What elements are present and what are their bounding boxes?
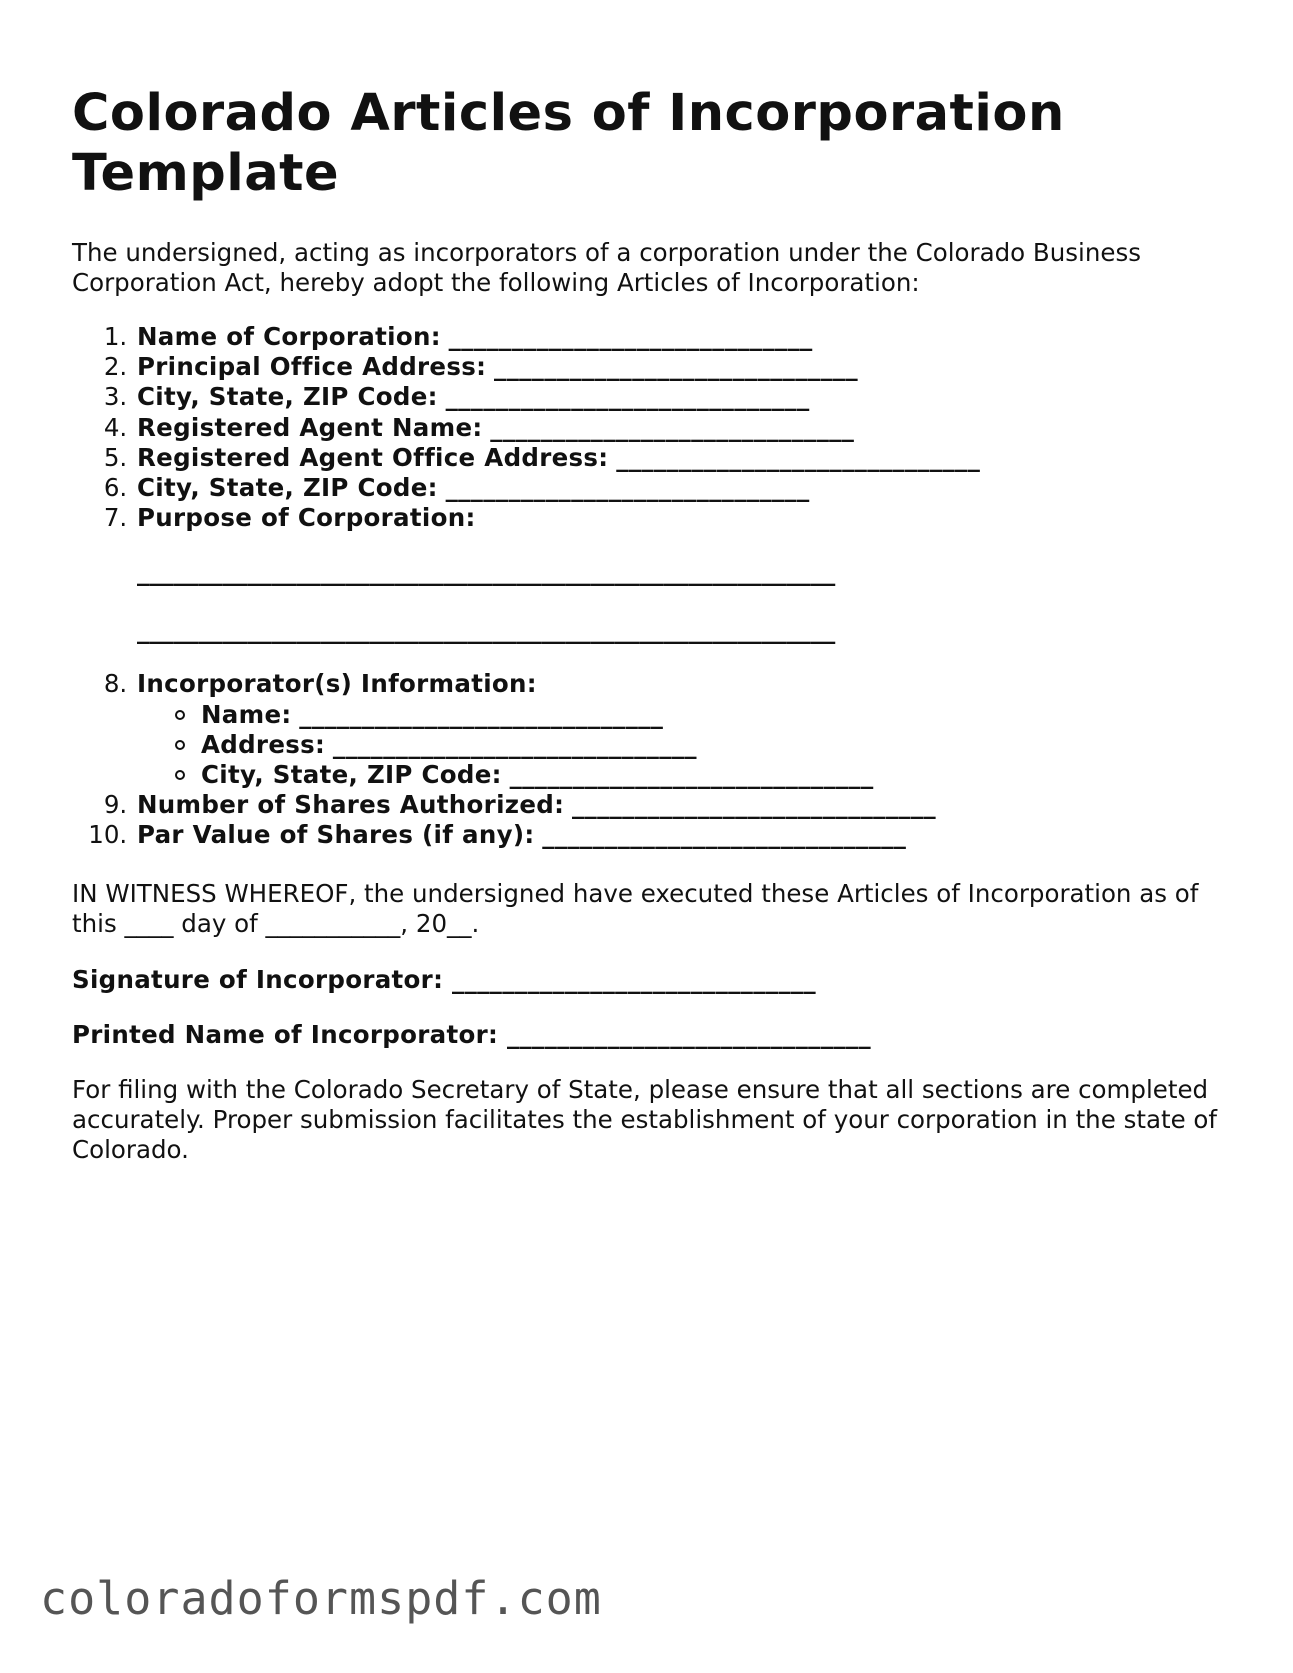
sub-item-city-state-zip	[201, 760, 1222, 790]
principal-office-blank: _____________________________	[494, 352, 858, 382]
list-item-agent-name	[135, 413, 1222, 443]
list-item-par-value	[135, 820, 1222, 850]
sub-item-name	[201, 700, 1222, 730]
witness-paragraph: IN WITNESS WHEREOF, the undersigned have executed these Articles of Incorporation as of this ____ day of ___________, 20__.	[72, 878, 1199, 938]
incorporator-city-blank: _____________________________	[509, 760, 874, 790]
name-label: Name of Corporation:	[137, 322, 441, 351]
par-value-label: Par Value of Shares (if any):	[137, 820, 535, 850]
sub-item-address	[201, 730, 1222, 760]
document-page	[72, 84, 1222, 1165]
signature-blank: _____________________________	[452, 964, 816, 994]
printed-name-line	[72, 1020, 1222, 1050]
intro-paragraph: The undersigned, acting as incorporators of a corporation under the Colorado Business Corporation Act, hereby adopt the following Articles of Incorporation:	[72, 238, 1141, 297]
agent-office-label: Registered Agent Office Address:	[137, 442, 609, 472]
list-item-purpose	[135, 503, 1222, 659]
printed-name-blank: _____________________________	[506, 1019, 871, 1049]
printed-name-label: Printed Name of Incorporator:	[72, 1019, 499, 1049]
incorporator-name-label: Name:	[201, 699, 292, 729]
name-blank: _____________________________	[448, 322, 813, 351]
city-state-zip-1-label: City, State, ZIP Code:	[137, 382, 438, 412]
circle-bullet-icon	[175, 740, 185, 750]
signature-label: Signature of Incorporator:	[72, 964, 444, 994]
list-item-incorporators	[135, 669, 1222, 790]
shares-blank: _____________________________	[571, 790, 936, 820]
incorporator-address-blank: _____________________________	[332, 729, 697, 759]
incorporator-address-label: Address:	[201, 729, 326, 759]
city-state-zip-2-label: City, State, ZIP Code:	[137, 473, 438, 503]
purpose-line-2: _________________________________________________________	[137, 615, 836, 645]
signature-line	[72, 965, 1222, 995]
principal-office-label: Principal Office Address:	[137, 352, 487, 382]
city-state-zip-1-blank: _____________________________	[445, 382, 810, 412]
list-item-city-state-zip-2	[135, 473, 1222, 503]
list-item-name	[135, 322, 1222, 352]
incorporator-sublist	[137, 700, 1222, 791]
par-value-blank: _____________________________	[542, 820, 907, 850]
circle-bullet-icon	[175, 710, 185, 720]
shares-label: Number of Shares Authorized:	[137, 790, 565, 820]
agent-name-blank: _____________________________	[490, 412, 855, 442]
filing-note: For filing with the Colorado Secretary of State, please ensure that all sections are completed accurately. Proper submission facilitates the establishment of your corporation in the state of Colorado.	[72, 1074, 1218, 1164]
incorporator-name-blank: _____________________________	[299, 699, 664, 729]
purpose-lines	[137, 543, 1222, 659]
list-item-shares	[135, 790, 1222, 820]
agent-office-blank: _____________________________	[616, 442, 981, 472]
list-item-principal-office	[135, 352, 1222, 382]
purpose-label: Purpose of Corporation:	[137, 503, 476, 533]
page-title: Colorado Articles of Incorporation Template	[72, 84, 1065, 203]
articles-list	[72, 322, 1222, 851]
circle-bullet-icon	[175, 770, 185, 780]
city-state-zip-2-blank: _____________________________	[445, 473, 810, 503]
list-item-agent-office	[135, 443, 1222, 473]
purpose-line-1: _________________________________________________________	[137, 557, 836, 587]
site-watermark: coloradoformspdf.com	[40, 1572, 602, 1625]
incorporators-label: Incorporator(s) Information:	[137, 669, 537, 699]
agent-name-label: Registered Agent Name:	[137, 412, 483, 442]
list-item-city-state-zip-1	[135, 382, 1222, 412]
incorporator-city-label: City, State, ZIP Code:	[201, 760, 502, 790]
